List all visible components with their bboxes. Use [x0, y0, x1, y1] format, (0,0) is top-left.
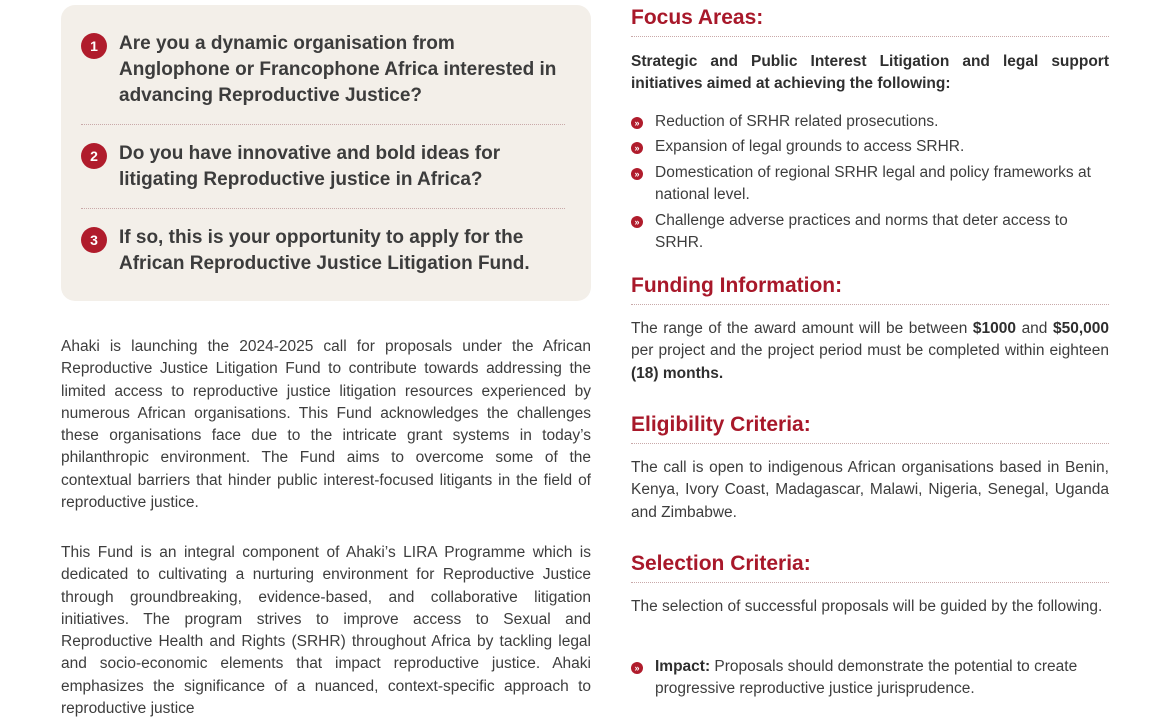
- number-badge: 3: [81, 227, 107, 253]
- number-badge: 1: [81, 33, 107, 59]
- chevron-bullet-icon: »: [631, 117, 643, 129]
- focus-heading: Focus Areas:: [631, 6, 1109, 37]
- divider: [81, 124, 565, 125]
- eligibility-text: The call is open to indigenous African organisations based in Benin, Kenya, Ivory Coast, Madagascar, Malawi, Nigeria, Senegal, Uganda and Zimbabwe.: [631, 459, 1109, 521]
- focus-intro: Strategic and Public Interest Litigation and legal support initiatives aimed at achieving the following:: [631, 53, 1109, 93]
- list-item: » Domestication of regional SRHR legal and policy frameworks at national level.: [631, 162, 1109, 207]
- number-badge: 2: [81, 143, 107, 169]
- list-item: » Reduction of SRHR related prosecutions.: [631, 111, 1109, 133]
- eligibility-heading: Eligibility Criteria:: [631, 413, 1109, 444]
- selection-heading: Selection Criteria:: [631, 552, 1109, 583]
- divider: [81, 208, 565, 209]
- list-item: » Expansion of legal grounds to access SRHR.: [631, 136, 1109, 158]
- chevron-bullet-icon: »: [631, 662, 643, 674]
- question-text: Are you a dynamic organisation from Anglophone or Francophone Africa interested in advancing Reproductive Justice?: [119, 33, 557, 106]
- chevron-bullet-icon: »: [631, 216, 643, 228]
- programme-paragraph: This Fund is an integral component of Ahaki’s LIRA Programme which is dedicated to cultivating a nurturing environment for Reproductive Justice through groundbreaking, evidence-based, and collaborative litigation initiatives. The program strives to improve access to Sexual and Reproductive Health and Rights (SRHR) throughout Africa by tackling legal and socio-economic elements that impact reproductive justice. Ahaki emphasizes the significance of a nuanced, context-specific approach to reproductive justice: [61, 544, 591, 718]
- chevron-bullet-icon: »: [631, 168, 643, 180]
- chevron-bullet-icon: »: [631, 142, 643, 154]
- funding-text: The range of the award amount will be between $1000 and $50,000 per project and the project period must be completed within eighteen (18) months.: [631, 320, 1109, 382]
- focus-list: [631, 111, 1109, 257]
- funding-heading: Funding Information:: [631, 274, 1109, 305]
- question-text: Do you have innovative and bold ideas for litigating Reproductive justice in Africa?: [119, 143, 501, 190]
- questions-box: [61, 5, 591, 301]
- selection-list: [631, 656, 1109, 704]
- list-item: » Challenge adverse practices and norms that deter access to SRHR.: [631, 210, 1109, 255]
- list-item: » Impact: Proposals should demonstrate the potential to create progressive reproductive justice jurisprudence.: [631, 656, 1109, 701]
- intro-paragraph: Ahaki is launching the 2024-2025 call for proposals under the African Reproductive Justice Litigation Fund to contribute towards addressing the limited access to reproductive justice litigation resources experienced by numerous African organisations. This Fund acknowledges the challenges these organisations face due to the intricate grant systems in today’s philanthropic environment. The Fund aims to overcome some of the contextual barriers that hinder public interest-focused litigants in the field of reproductive justice.: [61, 338, 591, 512]
- question-text: If so, this is your opportunity to apply for the African Reproductive Justice Litigation Fund.: [119, 227, 530, 274]
- selection-text: The selection of successful proposals will be guided by the following.: [631, 598, 1103, 615]
